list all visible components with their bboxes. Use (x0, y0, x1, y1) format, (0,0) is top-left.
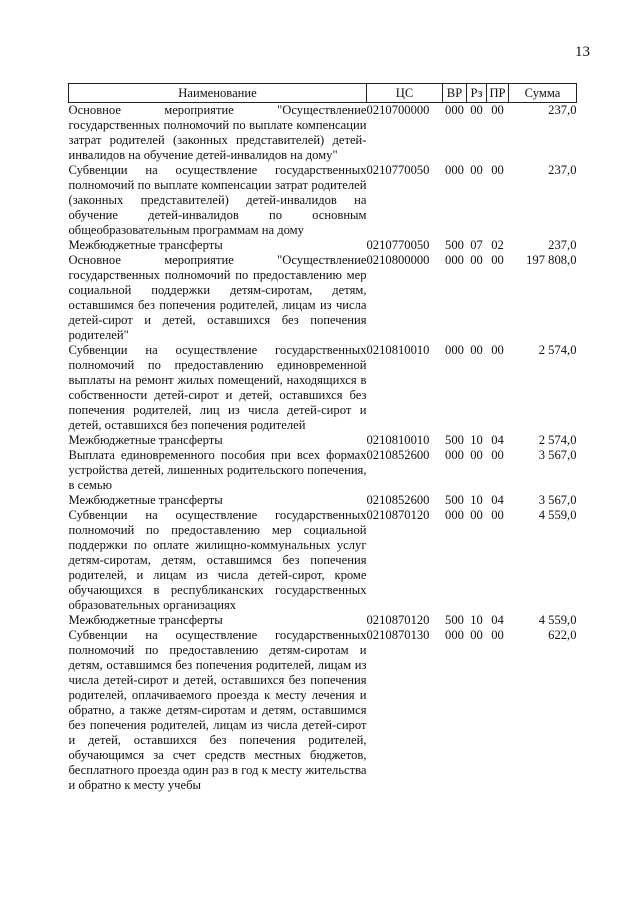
row-name: Межбюджетные трансферты (68, 433, 223, 447)
table-row (69, 628, 577, 793)
table-row (69, 448, 577, 493)
budget-table (68, 83, 577, 793)
row-sum: 237,0 (548, 103, 577, 117)
row-vr: 000 (445, 508, 464, 522)
row-pr: 00 (491, 628, 504, 642)
row-rz: 00 (470, 343, 483, 357)
row-sum: 237,0 (548, 238, 577, 252)
row-cs: 0210852600 (366, 448, 430, 462)
row-vr: 000 (445, 448, 464, 462)
row-name: Межбюджетные трансферты (68, 493, 223, 507)
row-pr: 02 (491, 238, 504, 252)
header-vr: ВР (443, 84, 467, 103)
page-number: 13 (575, 44, 590, 60)
row-sum: 3 567,0 (538, 448, 577, 462)
header-name: Наименование (69, 84, 367, 103)
row-vr: 500 (445, 613, 464, 627)
row-vr: 000 (445, 103, 464, 117)
table-row (69, 238, 577, 253)
row-pr: 04 (491, 433, 504, 447)
row-sum: 622,0 (548, 628, 577, 642)
row-pr: 00 (491, 163, 504, 177)
row-vr: 000 (445, 628, 464, 642)
table-row (69, 613, 577, 628)
row-vr: 000 (445, 163, 464, 177)
row-name: Субвенции на осуществление государственных полномочий по предоставлению детям-сиротам и детям, оставшимся без попечения родителей, лицам из числа детей-сирот и детей, оставшихся без попечения родителей, оплачиваемого проезда к месту лечения и обратно, а также детям-сиротам и детям, оставшимся без попечения родителей, лицам из числа детей-сирот и детей, оставшихся без попечения родителей, обучающимся за счет средств местных бюджетов, бесплатного проезда один раз в год к месту жительства и обратно к месту учебы (68, 628, 367, 792)
row-cs: 0210810010 (366, 343, 430, 357)
row-pr: 00 (491, 103, 504, 117)
row-cs: 0210810010 (366, 433, 430, 447)
row-rz: 00 (470, 628, 483, 642)
row-pr: 04 (491, 493, 504, 507)
row-cs: 0210770050 (366, 238, 430, 252)
row-cs: 0210700000 (366, 103, 430, 117)
row-sum: 3 567,0 (538, 493, 577, 507)
table-row (69, 253, 577, 343)
row-sum: 2 574,0 (538, 343, 577, 357)
row-name: Выплата единовременного пособия при всех формах устройства детей, лишенных родительского попечения, в семью (68, 448, 367, 492)
row-rz: 10 (470, 493, 483, 507)
row-name: Субвенции на осуществление государственных полномочий по предоставлению единовременной выплаты на ремонт жилых помещений, находящихся в собственности детей-сирот и детей, оставшихся без попечения родителей, лиц из числа детей-сирот и детей, оставшихся без попечения родителей (68, 343, 367, 432)
row-name: Межбюджетные трансферты (68, 238, 223, 252)
row-vr: 500 (445, 433, 464, 447)
row-vr: 000 (445, 253, 464, 267)
row-vr: 000 (445, 343, 464, 357)
row-name: Субвенции на осуществление государственных полномочий по предоставлению мер социальной поддержки по оплате жилищно-коммунальных услуг детям-сиротам, детям, оставшимся без попечения родителей, и лицам из числа детей-сирот, кроме обучающихся в республиканских государственных образовательных организациях (68, 508, 367, 612)
row-rz: 00 (470, 508, 483, 522)
row-rz: 00 (470, 448, 483, 462)
header-pr: ПР (487, 84, 509, 103)
row-name: Основное мероприятие "Осуществление государственных полномочий по выплате компенсации затрат родителей (законных представителей) детей-инвалидов на обучение детей-инвалидов на дому" (68, 103, 367, 162)
row-name: Субвенции на осуществление государственных полномочий по выплате компенсации затрат родителей (законных представителей) детей-инвалидов на обучение детей-инвалидов по основным общеобразовательным программам на дому (68, 163, 367, 237)
table-row (69, 493, 577, 508)
table-row (69, 433, 577, 448)
row-sum: 197 808,0 (526, 253, 577, 267)
header-sum: Сумма (509, 84, 577, 103)
row-cs: 0210870120 (366, 613, 430, 627)
row-rz: 10 (470, 613, 483, 627)
row-sum: 2 574,0 (538, 433, 577, 447)
row-pr: 00 (491, 448, 504, 462)
row-cs: 0210770050 (366, 163, 430, 177)
header-rz: Рз (467, 84, 487, 103)
row-cs: 0210800000 (366, 253, 430, 267)
table-row (69, 343, 577, 433)
row-rz: 07 (470, 238, 483, 252)
row-rz: 00 (470, 103, 483, 117)
row-vr: 500 (445, 238, 464, 252)
row-sum: 4 559,0 (538, 613, 577, 627)
row-sum: 4 559,0 (538, 508, 577, 522)
table-row (69, 103, 577, 164)
row-rz: 00 (470, 163, 483, 177)
row-pr: 00 (491, 253, 504, 267)
row-rz: 00 (470, 253, 483, 267)
header-cs: ЦС (367, 84, 443, 103)
row-cs: 0210870120 (366, 508, 430, 522)
row-name: Основное мероприятие "Осуществление государственных полномочий по предоставлению мер социальной поддержки детям-сиротам, детям, оставшимся без попечения родителей, лицам из числа детей-сирот и детей, оставшихся без попечения родителей" (68, 253, 367, 342)
row-cs: 0210870130 (366, 628, 430, 642)
row-sum: 237,0 (548, 163, 577, 177)
row-pr: 00 (491, 343, 504, 357)
row-name: Межбюджетные трансферты (68, 613, 223, 627)
row-pr: 00 (491, 508, 504, 522)
row-rz: 10 (470, 433, 483, 447)
row-pr: 04 (491, 613, 504, 627)
table-row (69, 163, 577, 238)
table-row (69, 508, 577, 613)
table-header (69, 84, 577, 103)
row-vr: 500 (445, 493, 464, 507)
row-cs: 0210852600 (366, 493, 430, 507)
